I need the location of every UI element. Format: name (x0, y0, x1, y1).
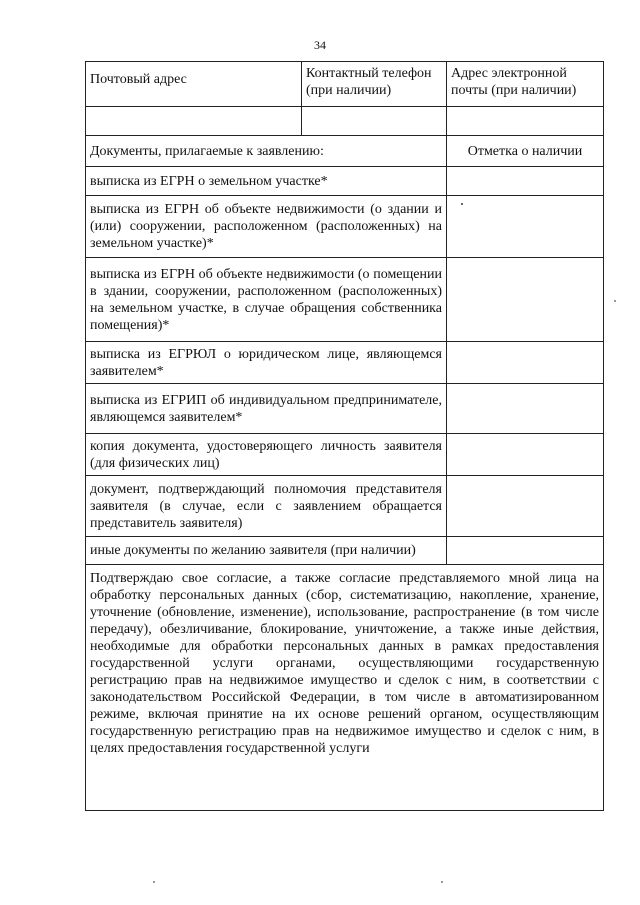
document-item-representative-authority: документ, подтверждающий полномочия представителя заявителя (в случае, если с заявлением обращается представитель заявителя) (86, 476, 447, 537)
document-row (86, 342, 604, 384)
document-mark-cell[interactable] (447, 342, 604, 384)
document-item-egrn-building: выписка из ЕГРН об объекте недвижимости (о здании и (или) сооружении, расположенном (расположенных) на земельном участке)* (86, 196, 447, 258)
scan-speck (153, 881, 155, 883)
consent-text: Подтверждаю свое согласие, а также согласие представляемого мной лица на обработку персональных данных (сбор, систематизацию, накопление, хранение, уточнение (обновление, изменение), использование, распространение (в том числе передачу), обезличивание, блокирование, уничтожение, а также иные действия, необходимые для обработки персональных данных в рамках предоставления государственной услуги органами, осуществляющими государственную регистрацию прав на недвижимое имущество и сделок с ним, в соответствии с законодательством Российской Федерации, в том числе в автоматизированном режиме, включая принятие на их основе решений органом, осуществляющим государственную регистрацию прав на недвижимое имущество и сделок с ним, в целях предоставления государственной услуги (86, 565, 604, 811)
consent-row (86, 565, 604, 811)
email-header: Адрес электронной почты (при наличии) (447, 62, 604, 107)
document-item-egrn-premises: выписка из ЕГРН об объекте недвижимости (о помещении в здании, сооружении, расположенном (расположенных) на земельном участке, в случае обращения собственника помещения)* (86, 258, 447, 342)
document-row (86, 258, 604, 342)
mark-header: Отметка о наличии (447, 136, 604, 167)
document-row (86, 167, 604, 196)
contacts-input-row (86, 107, 604, 136)
document-row (86, 537, 604, 565)
email-field[interactable] (447, 107, 604, 136)
document-mark-cell[interactable] (447, 258, 604, 342)
phone-field[interactable] (302, 107, 447, 136)
document-row (86, 434, 604, 476)
document-row (86, 196, 604, 258)
documents-header: Документы, прилагаемые к заявлению: (86, 136, 447, 167)
document-item-identity-copy: копия документа, удостоверяющего личность заявителя (для физических лиц) (86, 434, 447, 476)
document-item-egrn-land: выписка из ЕГРН о земельном участке* (86, 167, 447, 196)
application-form-table (85, 61, 604, 811)
postal-address-header: Почтовый адрес (86, 62, 302, 107)
scan-speck (441, 881, 443, 883)
document-item-egrip: выписка из ЕГРИП об индивидуальном предпринимателе, являющемся заявителем* (86, 384, 447, 434)
contacts-header-row (86, 62, 604, 107)
document-mark-cell[interactable] (447, 384, 604, 434)
document-mark-cell[interactable] (447, 537, 604, 565)
document-mark-cell[interactable] (447, 434, 604, 476)
document-row (86, 384, 604, 434)
document-mark-cell[interactable] (447, 476, 604, 537)
document-item-other: иные документы по желанию заявителя (при наличии) (86, 537, 447, 565)
page-number: 34 (314, 38, 326, 52)
document-item-egrul: выписка из ЕГРЮЛ о юридическом лице, являющемся заявителем* (86, 342, 447, 384)
mark-dot (461, 203, 463, 205)
scan-speck (614, 300, 616, 302)
documents-header-row (86, 136, 604, 167)
document-mark-cell[interactable] (447, 167, 604, 196)
postal-address-field[interactable] (86, 107, 302, 136)
document-mark-cell[interactable] (447, 196, 604, 258)
phone-header: Контактный телефон (при наличии) (302, 62, 447, 107)
document-row (86, 476, 604, 537)
